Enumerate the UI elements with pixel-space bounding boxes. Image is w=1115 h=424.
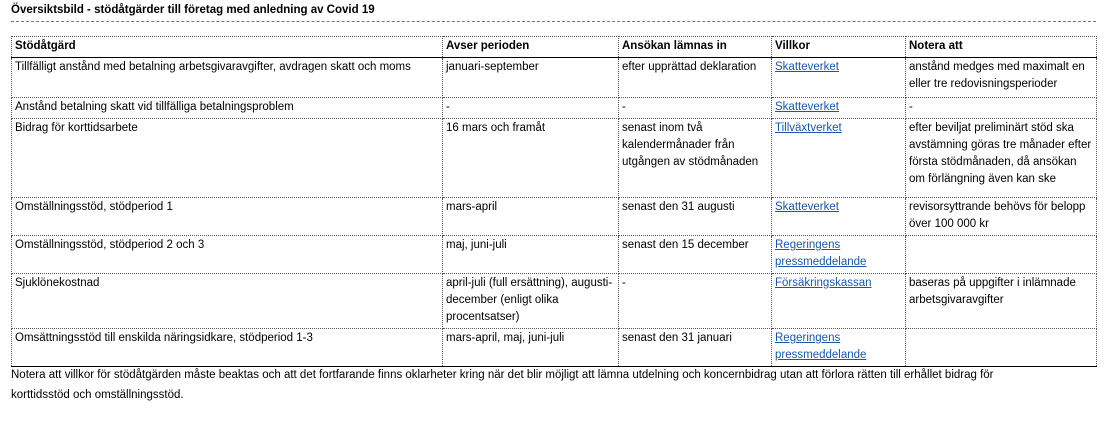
cell-conditions bbox=[772, 98, 906, 119]
cell-period: mars-april, maj, juni-juli bbox=[443, 329, 619, 367]
cell-note: anstånd medges med maximalt en eller tre redovisningsperioder bbox=[906, 58, 1097, 98]
cell-application: - bbox=[619, 98, 772, 119]
cell-conditions bbox=[772, 274, 906, 329]
footnote: Notera att villkor för stödåtgärden måste beaktas och att det fortfarande finns oklarheter kring när det blir möjligt att lämna utdelning och koncernbidrag utan att förlora rätten till erhållet bidrag för korttidsstöd och omställningsstöd. bbox=[11, 369, 994, 401]
column-header-application: Ansökan lämnas in bbox=[619, 37, 772, 58]
table-row bbox=[12, 119, 1097, 198]
title-divider bbox=[11, 21, 1096, 22]
cell-period: - bbox=[443, 98, 619, 119]
cell-measure: Omställningsstöd, stödperiod 2 och 3 bbox=[12, 236, 443, 274]
cell-measure: Bidrag för korttidsarbete bbox=[12, 119, 443, 198]
cell-note: - bbox=[906, 98, 1097, 119]
cell-application: efter upprättad deklaration bbox=[619, 58, 772, 98]
cell-period: mars-april bbox=[443, 198, 619, 236]
cell-conditions bbox=[772, 119, 906, 198]
cell-measure: Omställningsstöd, stödperiod 1 bbox=[12, 198, 443, 236]
regeringens-pressmeddelande-link[interactable]: Regeringens pressmeddelande bbox=[775, 332, 867, 361]
table-row bbox=[12, 98, 1097, 119]
cell-note bbox=[906, 329, 1097, 367]
cell-period: 16 mars och framåt bbox=[443, 119, 619, 198]
cell-measure: Anstånd betalning skatt vid tillfälliga betalningsproblem bbox=[12, 98, 443, 119]
table-row bbox=[12, 198, 1097, 236]
column-header-period: Avser perioden bbox=[443, 37, 619, 58]
cell-application: senast inom två kalendermånader från utgången av stödmånaden bbox=[619, 119, 772, 198]
regeringens-pressmeddelande-link[interactable]: Regeringens pressmeddelande bbox=[775, 239, 867, 268]
cell-measure: Sjuklönekostnad bbox=[12, 274, 443, 329]
column-header-note: Notera att bbox=[906, 37, 1097, 58]
cell-note bbox=[906, 236, 1097, 274]
cell-conditions bbox=[772, 58, 906, 98]
cell-note: baseras på uppgifter i inlämnade arbetsgivaravgifter bbox=[906, 274, 1097, 329]
cell-conditions bbox=[772, 236, 906, 274]
cell-conditions bbox=[772, 198, 906, 236]
table-row bbox=[12, 236, 1097, 274]
column-header-conditions: Villkor bbox=[772, 37, 906, 58]
table-row bbox=[12, 274, 1097, 329]
cell-measure: Tillfälligt anstånd med betalning arbetsgivaravgifter, avdragen skatt och moms bbox=[12, 58, 443, 98]
measures-table bbox=[11, 36, 1097, 367]
cell-application: - bbox=[619, 274, 772, 329]
cell-note: revisorsyttrande behövs för belopp över 100 000 kr bbox=[906, 198, 1097, 236]
table-row bbox=[12, 58, 1097, 98]
table-row bbox=[12, 329, 1097, 367]
table-header-row bbox=[12, 37, 1097, 58]
cell-application: senast den 31 augusti bbox=[619, 198, 772, 236]
cell-note: efter beviljat preliminärt stöd ska avstämning göras tre månader efter första stödmånaden, då ansökan om förlängning även kan ske bbox=[906, 119, 1097, 198]
page-title: Översiktsbild - stödåtgärder till företag med anledning av Covid 19 bbox=[11, 4, 375, 16]
cell-application: senast den 15 december bbox=[619, 236, 772, 274]
cell-measure: Omsättningsstöd till enskilda näringsidkare, stödperiod 1-3 bbox=[12, 329, 443, 367]
cell-application: senast den 31 januari bbox=[619, 329, 772, 367]
forsakringskassan-link[interactable]: Försäkringskassan bbox=[775, 277, 872, 289]
cell-period: maj, juni-juli bbox=[443, 236, 619, 274]
skatteverket-link[interactable]: Skatteverket bbox=[775, 101, 839, 113]
skatteverket-link[interactable]: Skatteverket bbox=[775, 61, 839, 73]
cell-period: januari-september bbox=[443, 58, 619, 98]
cell-period: april-juli (full ersättning), augusti-december (enligt olika procentsatser) bbox=[443, 274, 619, 329]
cell-conditions bbox=[772, 329, 906, 367]
skatteverket-link[interactable]: Skatteverket bbox=[775, 201, 839, 213]
column-header-measure: Stödåtgärd bbox=[12, 37, 443, 58]
tillvaxtverket-link[interactable]: Tillväxtverket bbox=[775, 122, 842, 134]
